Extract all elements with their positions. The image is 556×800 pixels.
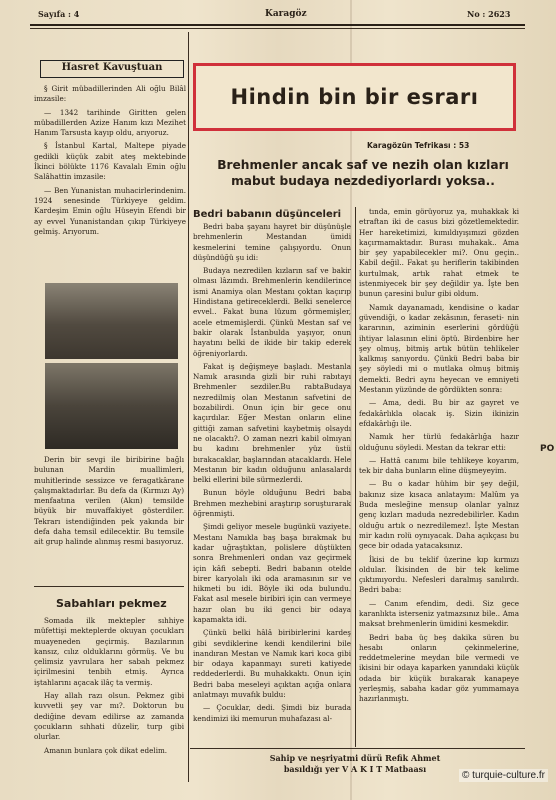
serial-installment: Karagözün Tefrikası : 53 <box>367 141 470 150</box>
missing-persons-notices <box>34 84 186 269</box>
issue-number: No : 2623 <box>467 9 511 19</box>
story-col1-paragraph: Budaya nezredilen kızların saf ve bakir olması lâzımdı. Brehmenlerin kendilerince ismi Anamiya olan Mestanı çoktan kaçırıp Hindistana getireceklerdi. Belki senelerce evvel.. Fakat buna lüzum görmemişler, acele etmemişlerdi. Çünkü Mestan saf ve bakir olarak İstanbulda yaşıyor, onun hayatını belki de ikide bir takip ederek öğreniyorlardı. <box>193 266 351 358</box>
page-number: Sayıfa : 4 <box>38 9 80 19</box>
story-col1-paragraph: Fakat iş değişmeye başladı. Mestanla Namık arasında gizli bir ruhi rabıtayı Brehmenler sezdiler.Bu rabtaBudaya nezredilmiş olan Mestanın safvetini de bozabilirdi. Onun için bir gece onu kaçırdılar. Eğer Mestan onların eline gittiği zaman safvetini kaybetmiş olsaydı ne olacaktı?. O zaman nezri kabil olmıyan bu kadını brehmenler yüz üstü bırakacaklar, başlarından atacaklardı. Hele Mestanın bir kadın olduğunu anlasalardı belki ellerini bile sürmezlerdi. <box>193 361 351 485</box>
story-col2-paragraph: Bedri baba üç beş dakika süren bu hesabı onların çekinmelerine, reddetmelerine meydan bile vermedi ve ikisini bir odaya kaparken yanındaki küçük odada bir küçük bırakarak kanapeye yerleşmiş, sabaha kadar göz yummamaya hazırlanmıştı. <box>359 632 519 704</box>
header-rule <box>30 24 525 26</box>
story-col2-paragraph: — Canım efendim, dedi. Siz gece karanlıkta isterseniz yatmazsınız bile.. Ama maksat brehmenlerin ümidini kesmekdir. <box>359 598 519 629</box>
story-col1-paragraph: Şimdi geliyor mesele bugünkü vaziyete. Mestanı Namıkla baş başa bırakmak bu kadar uğraştıktan, polislere düştükten sonra Brehmenleri ondan vaz geçirmek için kâfi sebepti. Bedri babanın otelde birer karyolalı iki oda aramasının sır ve hikmeti bu idi. Böyle iki oda bulundu. Fakat asıl mesele biribiri için can vermeye hazır olan bu iki genci bir odaya kapamakta idi. <box>193 522 351 624</box>
section-title-hasret: Hasret Kavuştuan <box>40 60 184 78</box>
edge-fragment: PO <box>540 444 555 454</box>
watermark: © turquie-culture.fr <box>459 769 548 782</box>
pekmez-paragraph: Hay allah razı olsun. Pekmez gibi kuvvetli şey var mı?. Doktorun bu dediğine devam edilirse az zamanda çocukların sıhhati düzelir, turp gibi olurlar. <box>34 691 184 742</box>
story-col2-paragraph: — Hattâ canımı bile tehlikeye koyarım, tek bir daha bunların eline düşmeyeyim. <box>359 455 519 476</box>
notice-paragraph: — 1342 tarihinde Giritten gelen mübadillerden Azize Hanım kızı Mezihet Hanım Tarsusta kayıp oldu, arıyoruz. <box>34 107 186 138</box>
paper-name: Karagöz <box>265 9 307 19</box>
serial-title: Hindin bin bir esrarı <box>230 85 479 109</box>
story-column-2 <box>359 207 519 748</box>
footer-rule <box>190 748 525 749</box>
pekmez-paragraph: Somada ilk mektepler sıhhiye müfettişi mekteplerde okuyan çocukları muayeneden geçirmiş. Bazılarının kansız, cılız olduklarını görmüş. Ve bu çelimsiz yavrulara her sabah pekmez içirilmesini tenbih etmiş. Ayrıca iştahlarını açacak ilâç ta vermiş. <box>34 616 184 687</box>
pekmez-article <box>34 616 184 755</box>
group-photo-bottom <box>45 363 178 449</box>
photo-caption: Derin bir sevgi ile biribirine bağlı bulunan Mardin muallimleri, muhitlerinde sessizce ve feragatkârane çalışmaktadırlar. Bu defa da (Kırmızı Ay) menfaatına verilen (Akın) temsilde büyük bir muvaffakiyet gösterdiler. Tekrarı istendiğinden pek yakında bir defa daha temsil edilecektir. Bu temsile ait grup halinde alınmış resmi basıyoruz. <box>34 455 184 547</box>
story-column-divider <box>355 207 356 747</box>
notice-paragraph: § Girit mübadillerinden Ali oğlu Bilâl imzasile: <box>34 84 186 104</box>
story-col1-paragraph: — Çocuklar, dedi. Şimdi biz burada kendimizi iki memurun muhafazası al- <box>193 703 351 723</box>
story-col2-paragraph: Namık her türlü fedakârlığa hazır olduğunu söyledi. Mestan da tekrar etti: <box>359 432 519 452</box>
story-col2-paragraph: — Ama, dedi. Bu bir az gayret ve fedakârlıkla olacak iş. Sizin ikinizin efdakârlığı ile. <box>359 398 519 428</box>
imprint-owner: Sahip ve neşriyatmi dürü Refik Ahmet <box>269 753 441 763</box>
section-divider <box>34 586 184 587</box>
story-col1-paragraph: Çünkü belki hâlâ biribirlerini kardeş gibi sevdiklerine kendi kendilerini bile inandıran Mestan ve Namık kari koca gibi bir odaya kapanmayı sureti katiyede reddederlerdi. Bu muhakkaktı. Onun için Bedri baba meseleyi açıktan açığa onlara anlatmayı muvafık buldu: <box>193 628 351 700</box>
story-col2-paragraph: tında, emin görüyoruz ya, muhakkak ki etraftan iki de casus bizi gözetlemektedir. Her hareketimizi, kımıldıyışımızi gözden kaçırmamaktadır. Burası muhakak.. Ama bir şey yapabilecekler mi?. Onu geçin.. Kabil değil.. Fakat şu heriflerin takibinden kurtulmak, artık rahat etmek te istenmiyecek bir şey değildir ya. İşte ben bunun çaresini bulur gibi oldum. <box>359 207 519 299</box>
imprint-printer: basıldığı yer V A K I T Matbaası <box>283 764 427 774</box>
notice-paragraph: § İstanbul Kartal, Maltepe piyade gedikli küçük zabit ateş mektebinde İkinci bölükte 1176 Kavalalı Emin oğlu Salâhattin imzasile: <box>34 141 186 182</box>
serial-title-box <box>193 63 516 131</box>
column-divider <box>188 32 189 782</box>
story-col2-paragraph: İkisi de bu teklif üzerine kıp kırmızı oldular. İkisinden de bir tek kelime çıktımıyordu. Nefesleri daralmış sanılırdı. Bedri baba: <box>359 554 519 595</box>
group-photo-top <box>45 283 178 359</box>
story-col2-paragraph: Namık dayanamadı, kendisine o kadar güvendiği, o kadar zekâsının, feraseti- nin kararının, aziminin eserlerini gördüğü ihtiyar lalasının elini öptü. Birdenbire her şey olmuş, bitmiş artık bütün tehlikeler kalkmış sanıyordu. Çünkü Bedri baba bir şey söyledi mi o mutlaka olmuş bitmiş demekti. Bedri aynı heyecan ve emniyeti Mestanın yüzünde de gördükten sonra: <box>359 302 519 395</box>
story-column-1 <box>193 222 351 748</box>
section-title-pekmez: Sabahları pekmez <box>56 597 167 610</box>
pekmez-paragraph: Amanın bunlara çok dikat edelim. <box>44 745 168 755</box>
story-col1-paragraph: Bunun böyle olduğunu Bedri baba Brehmen mezhebini araştırıp soruşturarak öğrenmişti. <box>193 488 351 519</box>
story-subtitle: Bedri babanın düşünceleri <box>193 209 342 220</box>
header-rule-thin <box>30 28 525 29</box>
headline: Brehmenler ancak saf ve nezih olan kızları mabut budaya nezdediyorlardı yoksa.. <box>217 158 509 188</box>
story-col1-paragraph: Bedri baba şayanı hayret bir düşünüşle brehmenlerin Mestandan ümidi kesmelerini temine çalışıyordu. Onun düşündüğü şu idi: <box>193 222 351 262</box>
notice-paragraph: — Ben Yunanistan muhacirlerindenim. 1924 senesinde Türkiyeye geldim. Kardeşim Emin oğlu Hüseyin Efendi bir ay evvel Yunanistandan çıkıp Türkiyeye gelmiş. Arıyorum. <box>34 185 186 236</box>
story-col2-paragraph: — Bu o kadar hühim bir şey değil, bakınız size kısaca anlatayım: Malûm ya Buda mesleğine mensup olanlar yalnız genç kızları maduda nezredebilirler. Kadın olduğu artık o nezredilemez!. İşte Mestan mir kadın rolü oynıyacak. Daha açıkçası bu gece bir odada yatacaksınız. <box>359 479 519 551</box>
